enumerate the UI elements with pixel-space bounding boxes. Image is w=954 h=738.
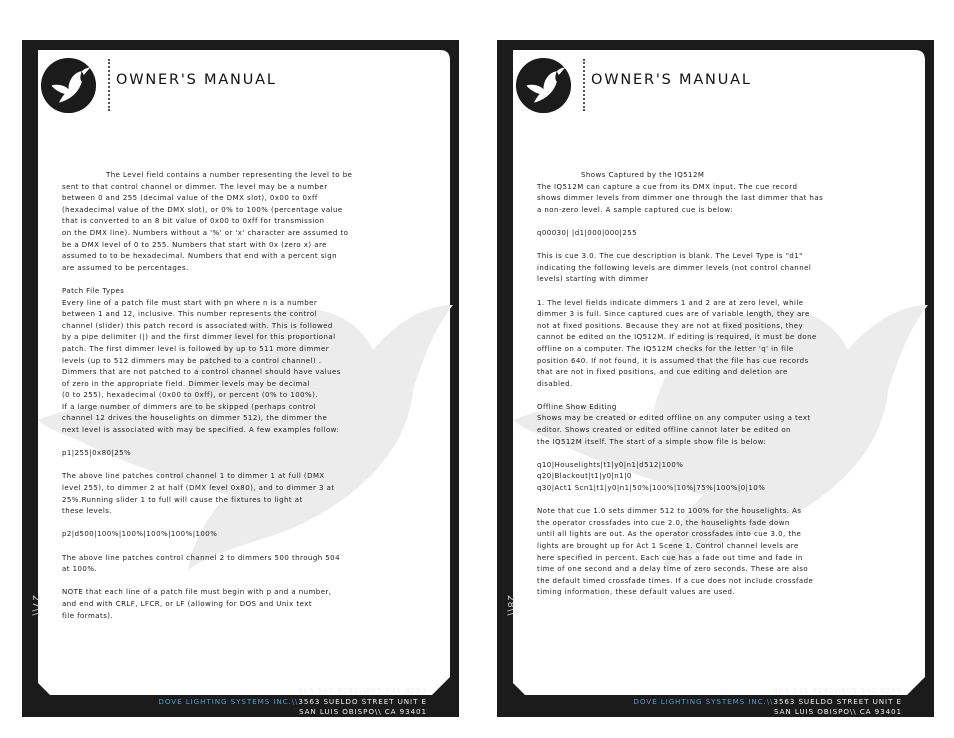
footer-phones: 805.541.8292\\805.541.8293 (773, 686, 902, 695)
text-line: between 1 and 12, inclusive. This number represents the control (62, 310, 317, 319)
text-line: (0 to 255), hexadecimal (0x00 to 0xff), or percent (0% to 100%). (62, 391, 318, 400)
paragraph-gap (537, 495, 917, 507)
text-line: between 0 and 255 (decimal value of the DMX slot), 0x00 to 0xff (62, 194, 318, 203)
text-line: p1|255|0x80|25% (62, 449, 132, 458)
text-line: channel (slider) this patch record is associated with. This is followed (62, 321, 333, 330)
paragraph-gap (537, 240, 917, 252)
paragraph-gap (537, 216, 917, 228)
text-line: here specified in percent. Each cue has a fade out time and fade in (537, 553, 803, 562)
text-line: Dimmers that are not patched to a control channel should have values (62, 368, 341, 377)
text-line: at 100%. (62, 565, 98, 574)
page-title: OWNER'S MANUAL (591, 72, 752, 88)
paragraph-gap (62, 274, 442, 286)
text-line: 25%.Running slider 1 to full will cause the fixtures to light at (62, 495, 303, 504)
text-line: NOTE that each line of a patch file must begin with p and a number, (62, 588, 332, 597)
text-line: time of one second and a delay time of zero seconds. These are also (537, 565, 809, 574)
text-line: the IQ512M itself. The start of a simple show file is below: (537, 437, 767, 446)
text-line: and end with CRLF, LFCR, or LF (allowing for DOS and Unix text (62, 599, 313, 608)
text-line: the operator crossfades into cue 2.0, the houselights fade down (537, 518, 790, 527)
paragraph-gap (62, 460, 442, 472)
paragraph-gap (62, 576, 442, 588)
text-line: by a pipe delimiter (|) and the first dimmer level for this proportional (62, 333, 336, 342)
title-separator (583, 59, 585, 111)
text-line: q00030| |d1|000|000|255 (537, 228, 638, 237)
footer-phones: 805.541.8292\\805.541.8293 (298, 686, 427, 695)
text-line: next level is associated with may be specified. A few examples follow: (62, 426, 340, 435)
text-line: The IQ512M can capture a cue from its DMX input. The cue record (537, 182, 798, 191)
manual-page-left (22, 40, 459, 717)
text-line: the default timed crossfade times. If a cue does not include crossfade (537, 576, 814, 585)
page-title: OWNER'S MANUAL (116, 72, 277, 88)
text-line: these levels. (62, 507, 113, 516)
text-line: file formats). (62, 611, 114, 620)
text-line: on the DMX line). Numbers without a '%' or 'x' character are assumed to (62, 228, 349, 237)
paragraph-gap (62, 437, 442, 449)
paragraph-gap (62, 541, 442, 553)
manual-page-right (497, 40, 934, 717)
text-line: (hexadecimal value of the DMX slot), or 0% to 100% (percentage value (62, 205, 343, 214)
text-line: timing information, these default values are used. (537, 588, 736, 597)
text-line: be a DMX level of 0 to 255. Numbers that start with 0x (zero x) are (62, 240, 327, 249)
dove-logo-icon (515, 57, 572, 114)
text-line: levels) starting with dimmer (537, 275, 649, 284)
page-number: 28\\ (505, 595, 515, 617)
text-line: until all lights are out. As the operator crossfades into cue 3.0, the (537, 530, 802, 539)
text-line: position 640. If not found, it is assumed that the file has cue records (537, 356, 809, 365)
footer-street: 3563 SUELDO STREET UNIT E (773, 696, 902, 706)
text-line: channel 12 drives the houselights on dimmer 512), the dimmer the (62, 414, 328, 423)
text-line: dimmer 3 is full. Since captured cues are of variable length, they are (537, 310, 810, 319)
text-line: Offline Show Editing (537, 402, 617, 411)
paragraph-gap (62, 518, 442, 530)
text-line: The Level field contains a number representing the level to be (106, 171, 353, 179)
text-line: sent to that control channel or dimmer. The level may be a number (62, 182, 328, 191)
text-line: q10|Houselights|t1|y0|n1|d512|100% (537, 460, 684, 469)
paragraph-gap (537, 448, 917, 460)
text-line: lights are brought up for Act 1 Scene 1. Control channel levels are (537, 542, 799, 550)
page-number: 27\\ (30, 595, 40, 617)
text-line: that is converted to an 8 bit value of 0x00 to 0xff for transmission (62, 217, 325, 226)
text-line: q20|Blackout|t1|y0|n1|0 (537, 472, 632, 481)
text-line: If a large number of dimmers are to be skipped (perhaps control (62, 402, 317, 411)
paragraph-gap (537, 390, 917, 402)
text-line: The above line patches control channel 2 to dimmers 500 through 504 (62, 553, 340, 562)
text-line: offline on a computer. The IQ512M checks for the letter 'q' in file (537, 344, 794, 353)
text-line: assumed to to be hexadecimal. Numbers that end with a percent sign (62, 252, 338, 261)
footer-city: SAN LUIS OBISPO\\ CA 93401 (298, 707, 427, 716)
footer-street: 3563 SUELDO STREET UNIT E (298, 696, 427, 706)
page-footer (633, 686, 902, 718)
text-line: not at fixed positions. Because they are not at fixed positions, they (537, 321, 804, 330)
text-line: Shows may be created or edited offline on any computer using a text (537, 414, 811, 423)
footer-company: DOVE LIGHTING SYSTEMS INC.\\ (633, 696, 774, 706)
text-line: The above line patches control channel 1 to dimmer 1 at full (DMX (62, 472, 325, 481)
text-line: Shows Captured by the IQ512M (581, 171, 705, 179)
text-line: cannot be edited on the IQ512M. If editing is required, it must be done (537, 333, 817, 342)
text-line: indicating the following levels are dimmer levels (not control channel (537, 263, 812, 272)
text-line: Patch File Types (62, 286, 125, 295)
paragraph-gap (537, 286, 917, 298)
text-line: Note that cue 1.0 sets dimmer 512 to 100% for the houselights. As (537, 507, 802, 516)
text-line: Every line of a patch file must start with pn where n is a number (62, 298, 318, 307)
footer-company: DOVE LIGHTING SYSTEMS INC.\\ (158, 696, 299, 706)
text-line: disabled. (537, 379, 573, 388)
text-line: shows dimmer levels from dimmer one through the last dimmer that has (537, 194, 824, 203)
text-line: of zero in the appropriate field. Dimmer levels may be decimal (62, 379, 310, 388)
text-line: that are not in fixed positions, and cue editing and deletion are (537, 368, 788, 377)
text-line: patch. The first dimmer level is followed by up to 511 more dimmer (62, 344, 330, 353)
dove-logo-icon (40, 57, 97, 114)
text-line: a non-zero level. A sample captured cue is below: (537, 205, 734, 214)
text-line: 1. The level fields indicate dimmers 1 and 2 are at zero level, while (537, 298, 804, 307)
text-line: editor. Shows created or edited offline cannot later be edited on (537, 426, 791, 435)
footer-city: SAN LUIS OBISPO\\ CA 93401 (773, 707, 902, 716)
text-line: p2|d500|100%|100%|100%|100%|100% (62, 530, 218, 539)
text-line: are assumed to be percentages. (62, 263, 189, 272)
page-content (537, 170, 917, 599)
page-footer (158, 686, 427, 718)
text-line: q30|Act1 Scn1|t1|y0|n1|50%|100%|10%|75%|100%|0|10% (537, 484, 766, 493)
page-content (62, 170, 442, 622)
text-line: levels (up to 512 dimmers may be patched to a control channel) . (62, 356, 322, 365)
text-line: This is cue 3.0. The cue description is blank. The Level Type is "d1" (537, 252, 803, 261)
title-separator (108, 59, 110, 111)
text-line: level 255), to dimmer 2 at half (DMX level 0x80), and to dimmer 3 at (62, 484, 335, 493)
